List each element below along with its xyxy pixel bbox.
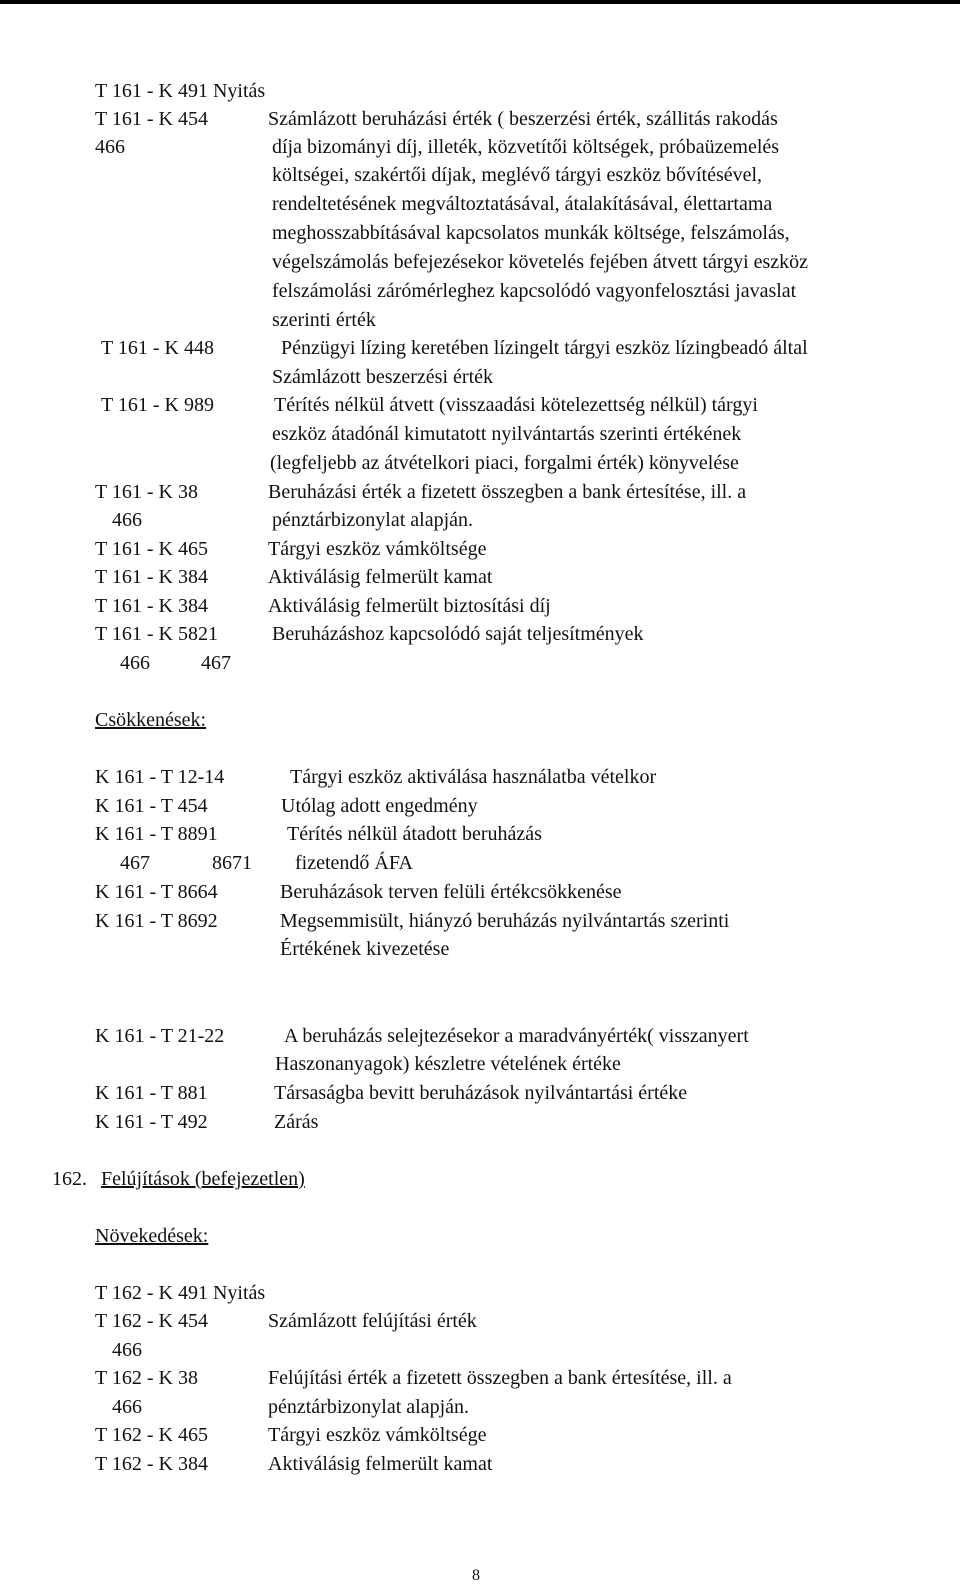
text-line: T 162 - K 491 Nyitás (95, 1282, 266, 1304)
section-heading: Növekedések: (95, 1225, 209, 1247)
text-line: Társaságba bevitt beruházások nyilvántartási értéke (274, 1082, 688, 1104)
text-line: Számlázott felújítási érték (268, 1310, 477, 1332)
text-line: Zárás (274, 1111, 319, 1133)
text-line: felszámolási zárómérleghez kapcsolódó vagyonfelosztási javaslat (272, 280, 797, 302)
section-title: Felújítások (befejezetlen) (101, 1168, 305, 1190)
text-line: T 161 - K 465 (95, 538, 208, 560)
text-line: Utólag adott engedmény (281, 795, 478, 817)
text-line: T 161 - K 448 (101, 337, 214, 359)
text-line: K 161 - T 12-14 (95, 766, 225, 788)
text-line: Számlázott beszerzési érték (272, 366, 493, 388)
text-line: Térítés nélkül átadott beruházás (287, 823, 542, 845)
text-line: pénztárbizonylat alapján. (272, 509, 474, 531)
text-line: T 161 - K 5821 (95, 623, 218, 645)
text-line: Beruházások terven felüli értékcsökkenése (280, 881, 622, 903)
text-line: K 161 - T 21-22 (95, 1025, 225, 1047)
text-line: T 161 - K 491 Nyitás (95, 80, 266, 102)
text-line: 466 (95, 136, 125, 158)
text-line: T 161 - K 454 (95, 108, 208, 130)
text-line: 466 (120, 652, 150, 674)
text-line: T 162 - K 465 (95, 1424, 208, 1446)
text-line: rendeltetésének megváltoztatásával, átalakításával, élettartama (272, 193, 773, 215)
text-line: meghosszabbításával kapcsolatos munkák költsége, felszámolás, (272, 222, 790, 244)
text-line: 467 (201, 652, 231, 674)
text-line: fizetendő ÁFA (295, 852, 413, 874)
text-line: (legfeljebb az átvételkori piaci, forgalmi érték) könyvelése (270, 452, 739, 474)
text-line: 466 (112, 1339, 142, 1361)
text-line: K 161 - T 8692 (95, 910, 218, 932)
text-line: pénztárbizonylat alapján. (268, 1396, 470, 1418)
text-line: Aktiválásig felmerült biztosítási díj (268, 595, 551, 617)
text-line: Aktiválásig felmerült kamat (268, 1453, 493, 1475)
text-line: T 162 - K 38 (95, 1367, 198, 1389)
text-line: K 161 - T 454 (95, 795, 208, 817)
text-line: Felújítási érték a fizetett összegben a bank értesítése, ill. a (268, 1367, 732, 1389)
page-top-rule (0, 0, 960, 4)
text-line: Megsemmisült, hiányzó beruházás nyilvántartás szerinti (280, 910, 730, 932)
text-line: Tárgyi eszköz vámköltsége (268, 538, 487, 560)
text-line: K 161 - T 881 (95, 1082, 208, 1104)
text-line: Térítés nélkül átvett (visszaadási kötelezettség nélkül) tárgyi (274, 394, 758, 416)
text-line: A beruházás selejtezésekor a maradványérték( visszanyert (284, 1025, 749, 1047)
text-line: Tárgyi eszköz aktiválása használatba vételkor (290, 766, 657, 788)
text-line: Pénzügyi lízing keretében lízingelt tárgyi eszköz lízingbeadó által (281, 337, 808, 359)
text-line: díja bizományi díj, illeték, közvetítői költségek, próbaüzemelés (272, 136, 780, 158)
text-line: T 161 - K 38 (95, 481, 198, 503)
text-line: költségei, szakértői díjak, meglévő tárgyi eszköz bővítésével, (272, 164, 763, 186)
text-line: végelszámolás befejezésekor követelés fejében átvett tárgyi eszköz (272, 251, 809, 273)
text-line: T 162 - K 454 (95, 1310, 208, 1332)
text-line: Aktiválásig felmerült kamat (268, 566, 493, 588)
text-line: Értékének kivezetése (280, 938, 450, 960)
section-number: 162. (52, 1168, 87, 1190)
text-line: T 161 - K 989 (101, 394, 214, 416)
text-line: szerinti érték (272, 309, 376, 331)
section-heading: Csökkenések: (95, 709, 207, 731)
text-line: K 161 - T 8664 (95, 881, 218, 903)
text-line: Beruházási érték a fizetett összegben a bank értesítése, ill. a (268, 481, 747, 503)
text-line: K 161 - T 8891 (95, 823, 218, 845)
text-line: Beruházáshoz kapcsolódó saját teljesítmények (272, 623, 644, 645)
text-line: T 161 - K 384 (95, 566, 208, 588)
text-line: 466 (112, 509, 142, 531)
text-line: Tárgyi eszköz vámköltsége (268, 1424, 487, 1446)
text-line: eszköz átadónál kimutatott nyilvántartás szerinti értékének (272, 423, 742, 445)
page-number: 8 (472, 1567, 480, 1584)
text-line: 8671 (212, 852, 252, 874)
text-line: K 161 - T 492 (95, 1111, 208, 1133)
text-line: Haszonanyagok) készletre vételének értéke (275, 1053, 621, 1075)
text-line: 466 (112, 1396, 142, 1418)
text-line: T 161 - K 384 (95, 595, 208, 617)
text-line: Számlázott beruházási érték ( beszerzési érték, szállitás rakodás (268, 108, 778, 130)
text-line: 467 (120, 852, 150, 874)
text-line: T 162 - K 384 (95, 1453, 208, 1475)
